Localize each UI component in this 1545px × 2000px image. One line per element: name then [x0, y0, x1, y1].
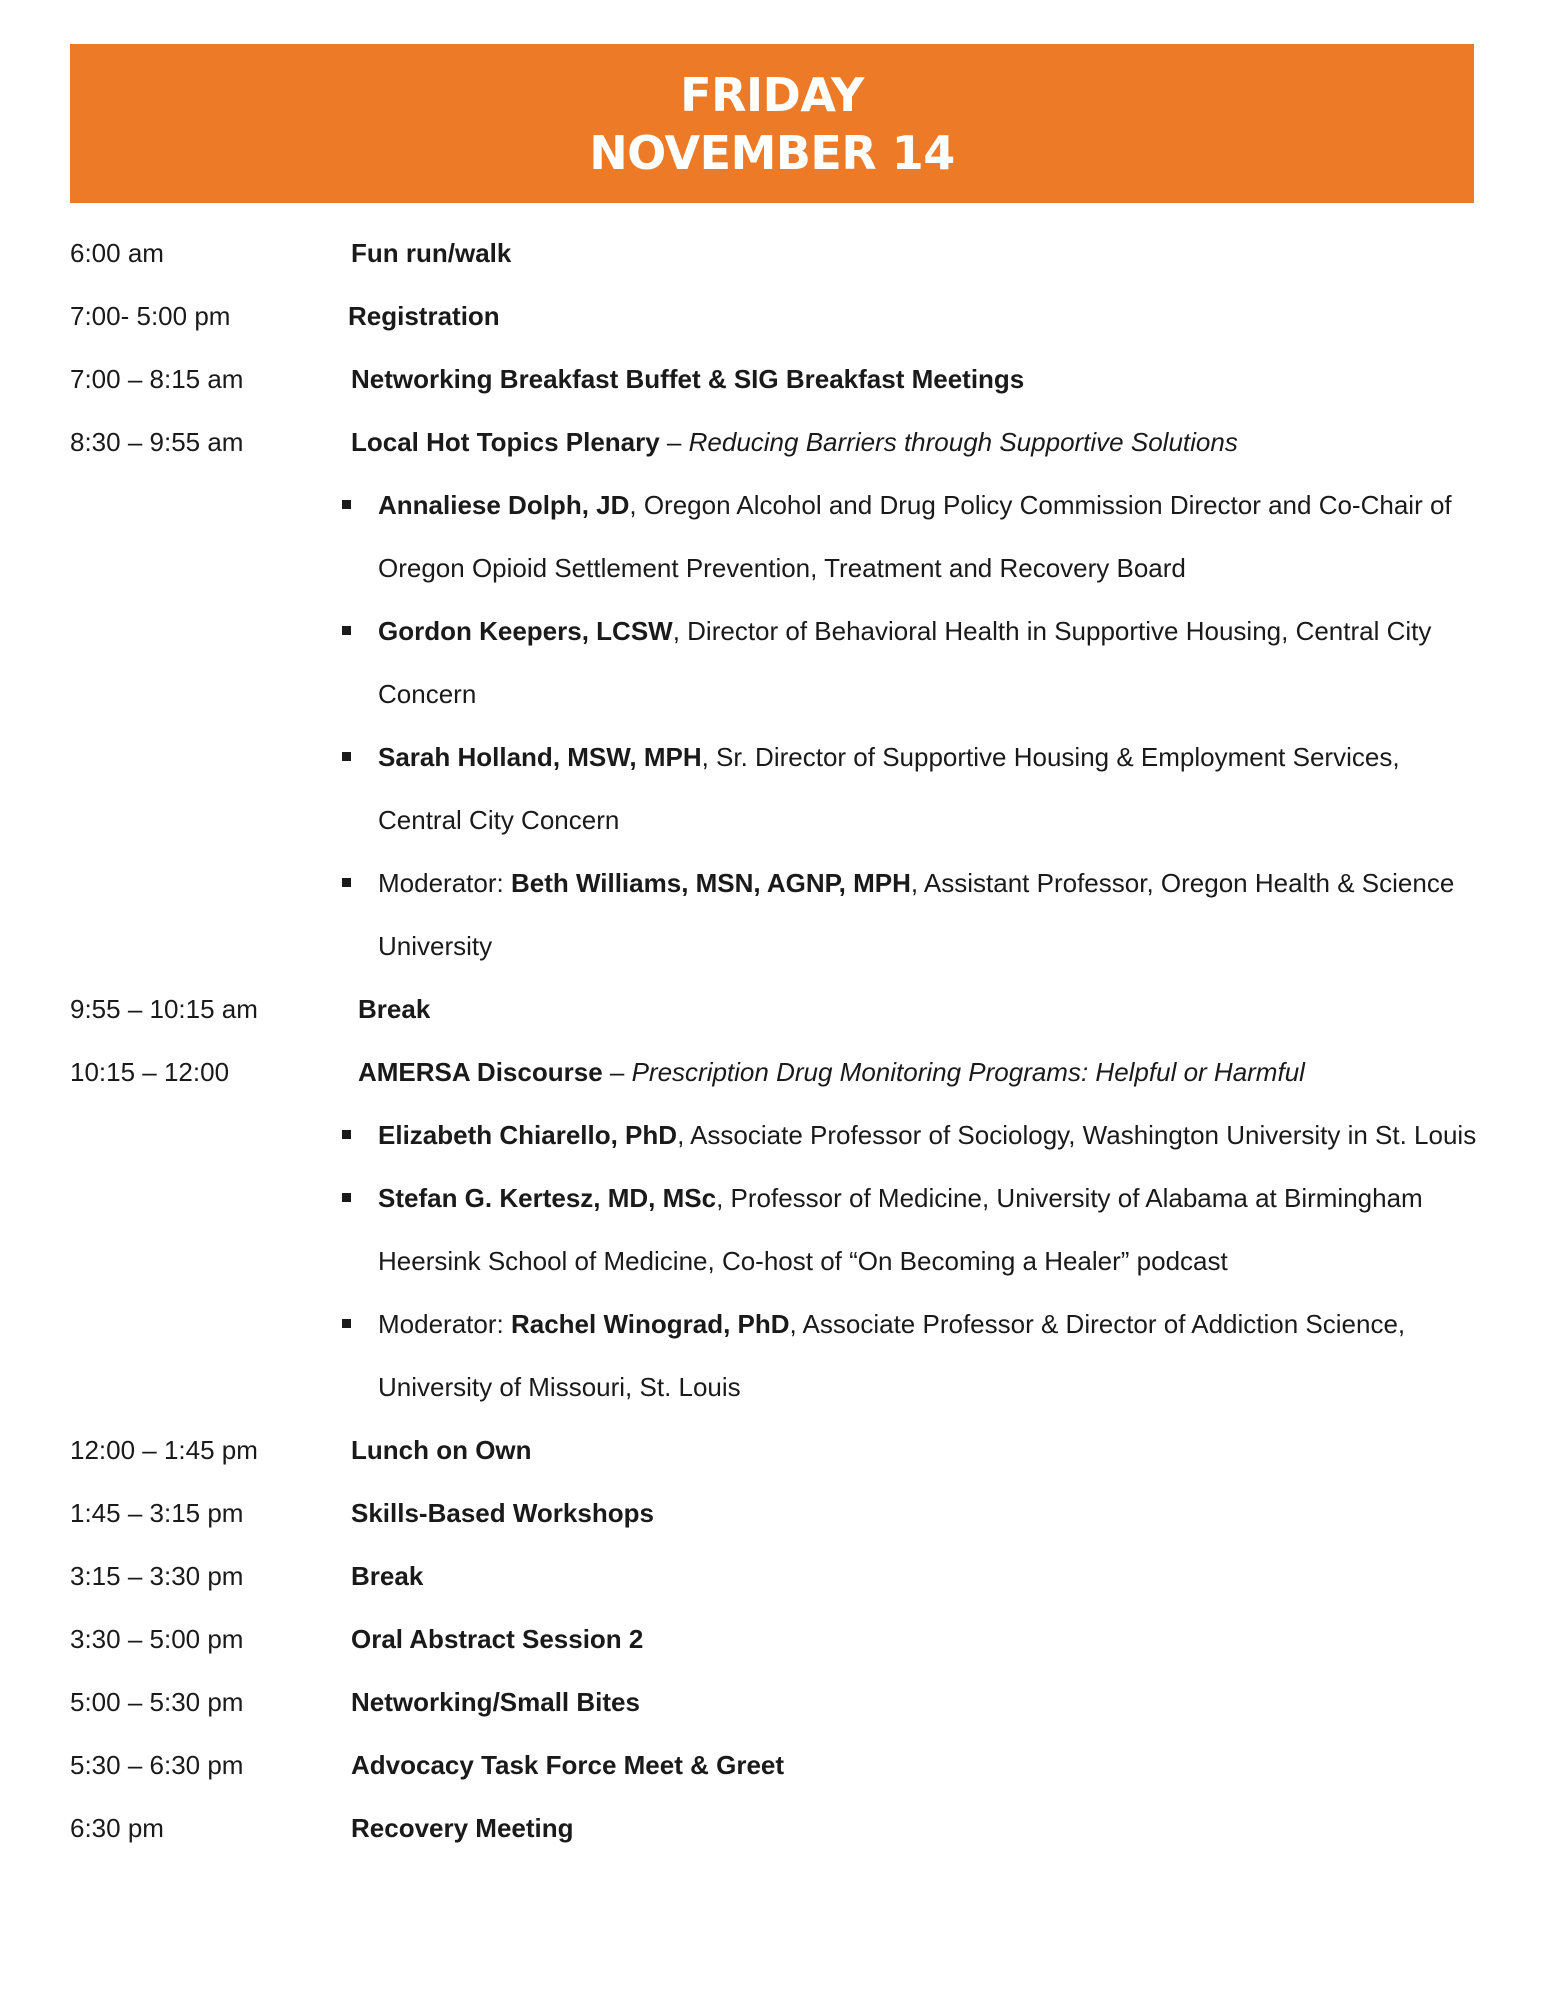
- event-title: Break: [358, 994, 431, 1024]
- time-slot: 8:30 – 9:55 am: [70, 427, 244, 457]
- event-title: Skills-Based Workshops: [351, 1498, 654, 1528]
- speaker-desc: , Associate Professor & Director of Addiction Science, University of Missouri, St. Louis: [378, 1309, 1406, 1402]
- speaker-item: [378, 600, 1474, 726]
- speaker-name: Stefan G. Kertesz, MD, MSc: [378, 1183, 717, 1213]
- date-heading: NOVEMBER 14: [589, 125, 955, 180]
- schedule-row: [70, 411, 1474, 474]
- speaker-desc: , Assistant Professor, Oregon Health & Science University: [378, 868, 1455, 961]
- event-title: Lunch on Own: [351, 1435, 532, 1465]
- schedule-row: [70, 1545, 1474, 1608]
- time-slot: 9:55 – 10:15 am: [70, 994, 258, 1024]
- schedule-row: [70, 1041, 1474, 1104]
- time-slot: 7:00 – 8:15 am: [70, 364, 244, 394]
- time-slot: 3:30 – 5:00 pm: [70, 1624, 244, 1654]
- event-title: Registration: [348, 301, 500, 331]
- speaker-desc: , Director of Behavioral Health in Supportive Housing, Central City Concern: [378, 616, 1432, 709]
- bullet-icon: [342, 752, 351, 761]
- bullet-icon: [342, 1130, 351, 1139]
- speaker-desc: , Oregon Alcohol and Drug Policy Commission Director and Co-Chair of Oregon Opioid Settlement Prevention, Treatment and Recovery Board: [378, 490, 1452, 583]
- event-title: Networking Breakfast Buffet & SIG Breakfast Meetings: [351, 364, 1025, 394]
- speaker-item: [378, 474, 1474, 600]
- schedule-row: [70, 348, 1474, 411]
- bullet-icon: [342, 626, 351, 635]
- speaker-item: [378, 1167, 1474, 1293]
- speaker-name: Sarah Holland, MSW, MPH: [378, 742, 702, 772]
- event-subtitle: Reducing Barriers through Supportive Solutions: [688, 427, 1238, 457]
- event-title: AMERSA Discourse – Prescription Drug Monitoring Programs: Helpful or Harmful: [358, 1057, 1305, 1087]
- event-title: Local Hot Topics Plenary – Reducing Barriers through Supportive Solutions: [351, 427, 1238, 457]
- bullet-icon: [342, 1319, 351, 1328]
- moderator-item: Moderator: Beth Williams, MSN, AGNP, MPH, Assistant Professor, Oregon Health & Science University: [378, 852, 1474, 978]
- speaker-item: [378, 726, 1474, 852]
- schedule-list: [70, 222, 1477, 1860]
- time-slot: 5:30 – 6:30 pm: [70, 1750, 244, 1780]
- schedule-row: [70, 1797, 1474, 1860]
- speaker-desc: , Associate Professor of Sociology, Washington University in St. Louis: [677, 1120, 1477, 1150]
- schedule-row: [70, 1419, 1474, 1482]
- event-title: Networking/Small Bites: [351, 1687, 640, 1717]
- speaker-desc: , Professor of Medicine, University of Alabama at Birmingham Heersink School of Medicine, Co-host of “On Becoming a Healer” podcast: [378, 1183, 1423, 1276]
- schedule-row: [70, 1671, 1474, 1734]
- time-slot: 10:15 – 12:00: [70, 1057, 230, 1087]
- event-title: Break: [351, 1561, 424, 1591]
- event-title: Fun run/walk: [351, 238, 512, 268]
- speaker-name: Annaliese Dolph, JD: [378, 490, 630, 520]
- schedule-row: [70, 285, 1474, 348]
- event-subtitle: Prescription Drug Monitoring Programs: Helpful or Harmful: [631, 1057, 1305, 1087]
- time-slot: 6:30 pm: [70, 1813, 164, 1843]
- speaker-item: [378, 1104, 1477, 1167]
- speaker-name: Rachel Winograd, PhD: [510, 1309, 790, 1339]
- day-heading: FRIDAY: [680, 67, 864, 122]
- schedule-row: [70, 222, 1474, 285]
- schedule-row: [70, 1482, 1474, 1545]
- speaker-name: Beth Williams, MSN, AGNP, MPH: [510, 868, 911, 898]
- time-slot: 3:15 – 3:30 pm: [70, 1561, 244, 1591]
- bullet-icon: [342, 878, 351, 887]
- schedule-row: [70, 978, 1474, 1041]
- schedule-row: [70, 1734, 1474, 1797]
- speaker-name: Elizabeth Chiarello, PhD: [378, 1120, 678, 1150]
- time-slot: 6:00 am: [70, 238, 164, 268]
- event-title: Recovery Meeting: [351, 1813, 574, 1843]
- speaker-desc: , Sr. Director of Supportive Housing & Employment Services, Central City Concern: [378, 742, 1400, 835]
- event-title: Advocacy Task Force Meet & Greet: [351, 1750, 785, 1780]
- time-slot: 1:45 – 3:15 pm: [70, 1498, 244, 1528]
- bullet-icon: [342, 500, 351, 509]
- bullet-icon: [342, 1193, 351, 1202]
- speaker-name: Gordon Keepers, LCSW: [378, 616, 673, 646]
- day-banner: [70, 44, 1474, 203]
- schedule-row: [70, 1608, 1474, 1671]
- time-slot: 12:00 – 1:45 pm: [70, 1435, 258, 1465]
- time-slot: 7:00- 5:00 pm: [70, 301, 231, 331]
- moderator-item: Moderator: Rachel Winograd, PhD, Associate Professor & Director of Addiction Science, University of Missouri, St. Louis: [378, 1293, 1474, 1419]
- time-slot: 5:00 – 5:30 pm: [70, 1687, 244, 1717]
- event-title: Oral Abstract Session 2: [351, 1624, 644, 1654]
